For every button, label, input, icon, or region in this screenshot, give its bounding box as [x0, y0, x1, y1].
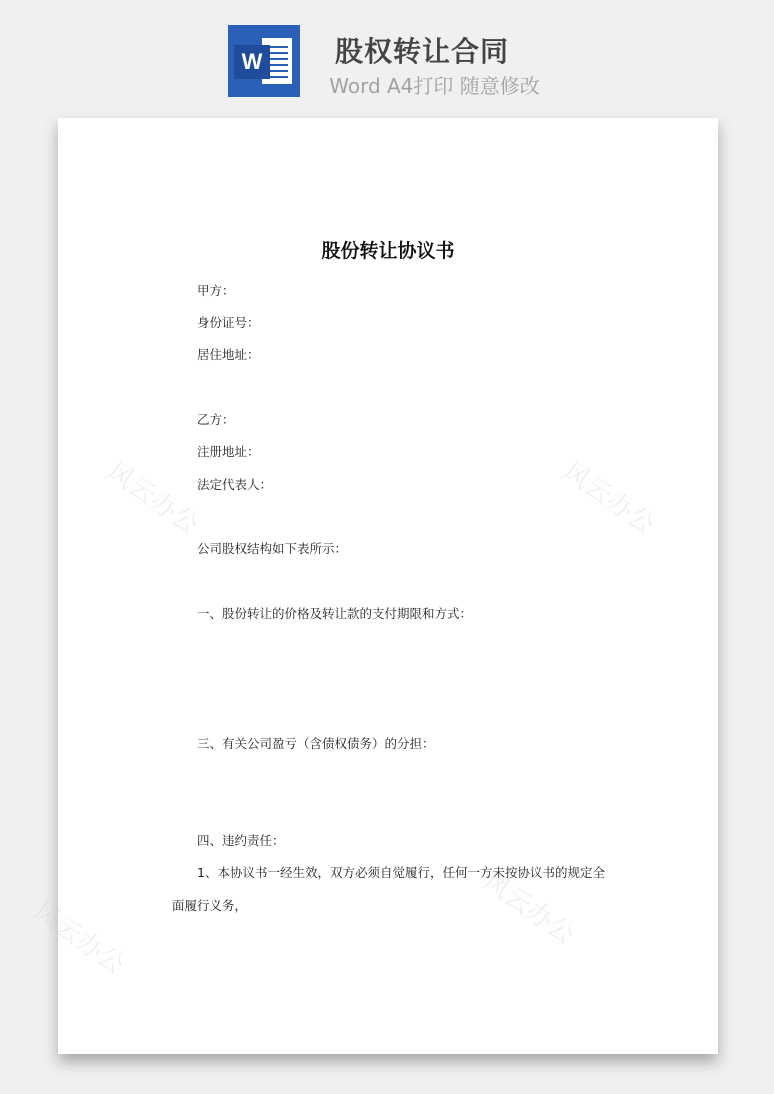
section-four-heading: 四、违约责任： — [197, 833, 285, 848]
document-page — [27, 118, 718, 1054]
watermark: 风云办公 — [27, 896, 130, 981]
header — [0, 0, 774, 110]
id-number-label: 身份证号： — [197, 315, 260, 330]
section-one-heading: 一、股份转让的价格及转让款的支付期限和方式： — [197, 606, 473, 621]
legal-representative-label: 法定代表人： — [197, 477, 273, 492]
clause-one-text: 1、本协议书一经生效，双方必须自觉履行，任何一方未按协议书的规定全 — [197, 865, 605, 880]
word-icon — [228, 25, 300, 97]
party-a-label: 甲方： — [197, 283, 235, 298]
watermark: 风云办公 — [101, 456, 204, 541]
watermark: 风云办公 — [477, 866, 580, 951]
word-icon-letter: W — [234, 45, 270, 79]
clause-one-continued: 面履行义务， — [172, 898, 248, 913]
page-subtitle: Word A4打印 随意修改 — [329, 74, 540, 98]
watermark: 风云办公 — [557, 456, 660, 541]
section-three-heading: 三、有关公司盈亏（含债权债务）的分担： — [197, 736, 435, 751]
equity-structure-text: 公司股权结构如下表所示： — [197, 541, 348, 556]
page-title: 股权转让合同 — [334, 35, 509, 68]
party-b-label: 乙方： — [197, 412, 235, 427]
residence-address-label: 居住地址： — [197, 347, 260, 362]
registered-address-label: 注册地址： — [197, 444, 260, 459]
document-title: 股份转让协议书 — [321, 240, 455, 262]
